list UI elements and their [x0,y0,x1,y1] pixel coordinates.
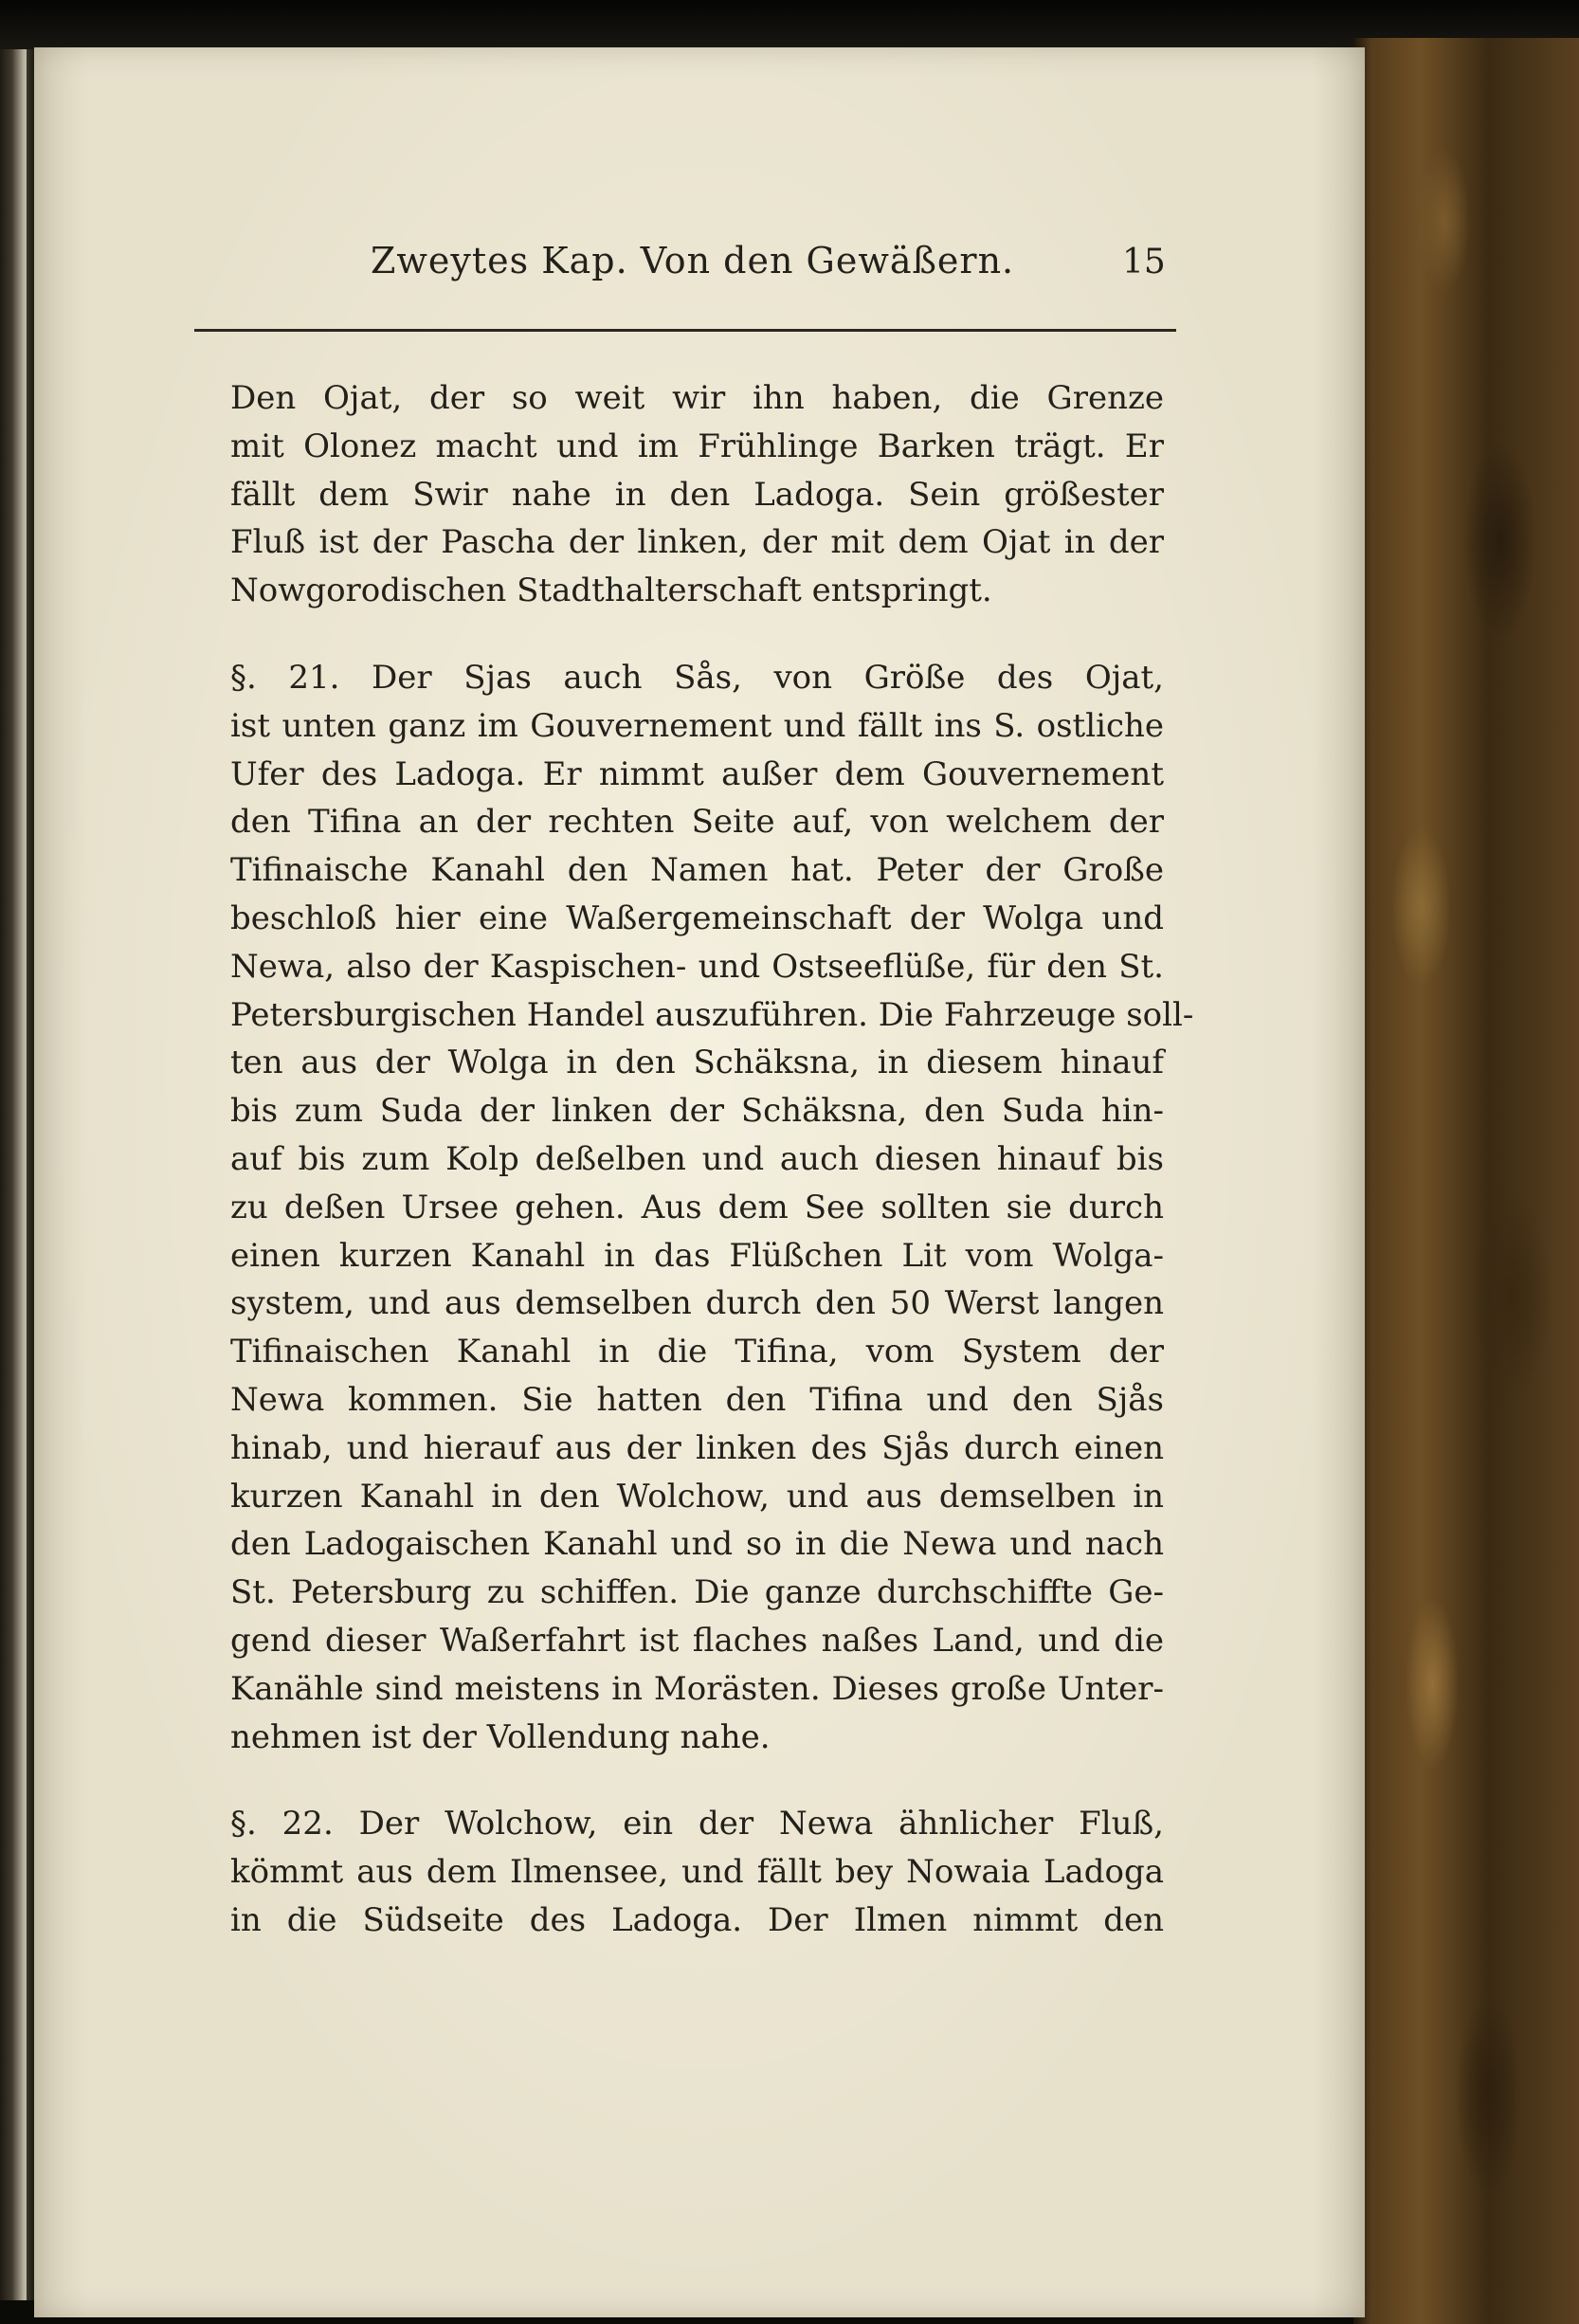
text-line: Newa, also der Kaspischen- und Ostseeflüße, für den St. [230,947,1164,986]
text-line: ten aus der Wolga in den Schäksna, in diesem hinauf [230,1044,1164,1082]
text-line: Ufer des Ladoga. Er nimmt außer dem Gouvernement [230,754,1164,793]
text-line: Fluß ist der Pascha der linken, der mit dem Ojat in der [230,523,1164,562]
text-line: Den Ojat, der so weit wir ihn haben, die Grenze [230,379,1164,417]
text-line: Petersburgischen Handel auszuführen. Die Fahrzeuge soll- [230,995,1194,1034]
body-text [230,374,1194,1945]
text-line: ist unten ganz im Gouvernement und fällt ins S. ostliche [230,706,1164,745]
paragraph-gap [230,615,1164,654]
paragraph-gap [230,1761,1164,1800]
text-line: in die Südseite des Ladoga. Der Ilmen nimmt den [230,1900,1164,1939]
text-line: kömmt aus dem Ilmensee, und fällt bey Nowaia Ladoga [230,1853,1164,1892]
text-line: den Tifina an der rechten Seite auf, von welchem der [230,803,1164,842]
marbled-cover-edge [1353,38,1579,2324]
text-line: kurzen Kanahl in den Wolchow, und aus demselben in [230,1477,1164,1516]
text-line: Tifinaische Kanahl den Namen hat. Peter der Große [230,851,1164,890]
text-line: den Ladogaischen Kanahl und so in die Newa und nach [230,1525,1164,1564]
text-line: einen kurzen Kanahl in das Flüßchen Lit vom Wolga- [230,1236,1164,1275]
text-line: Nowgorodischen Stadthalterschaft entspringt. [230,572,992,610]
page-number: 15 [1122,243,1166,281]
running-head: Zweytes Kap. Von den Gewäßern. [371,240,1015,281]
text-line: beschloß hier eine Waßergemeinschaft der Wolga und [230,899,1164,937]
scan-background-strip [0,0,1579,53]
book-page [34,47,1365,2317]
text-line: Newa kommen. Sie hatten den Tifina und den Sjås [230,1380,1164,1419]
text-line: zu deßen Ursee gehen. Aus dem See sollten sie durch [230,1188,1164,1226]
text-line: nehmen ist der Vollendung nahe. [230,1717,771,1756]
text-line: Kanähle sind meistens in Morästen. Dieses große Unter- [230,1669,1164,1708]
text-line: hinab, und hierauf aus der linken des Sjås durch einen [230,1428,1164,1467]
text-line: §. 21. Der Sjas auch Sås, von Größe des Ojat, [230,658,1164,697]
text-line: auf bis zum Kolp deßelben und auch diesen hinauf bis [230,1139,1164,1178]
text-line: mit Olonez macht und im Frühlinge Barken trägt. Er [230,427,1164,465]
text-line: §. 22. Der Wolchow, ein der Newa ähnlicher Fluß, [230,1805,1164,1843]
text-line: gend dieser Waßerfahrt ist flaches naßes Land, und die [230,1621,1164,1660]
header-rule [194,329,1176,332]
text-line: system, und aus demselben durch den 50 Werst langen [230,1284,1164,1323]
text-line: Tifinaischen Kanahl in die Tifina, vom System der [230,1333,1164,1371]
text-line: fällt dem Swir nahe in den Ladoga. Sein größester [230,475,1164,514]
text-line: St. Petersburg zu schiffen. Die ganze durchschiffte Ge- [230,1573,1164,1612]
text-line: bis zum Suda der linken der Schäksna, den Suda hin- [230,1092,1164,1131]
